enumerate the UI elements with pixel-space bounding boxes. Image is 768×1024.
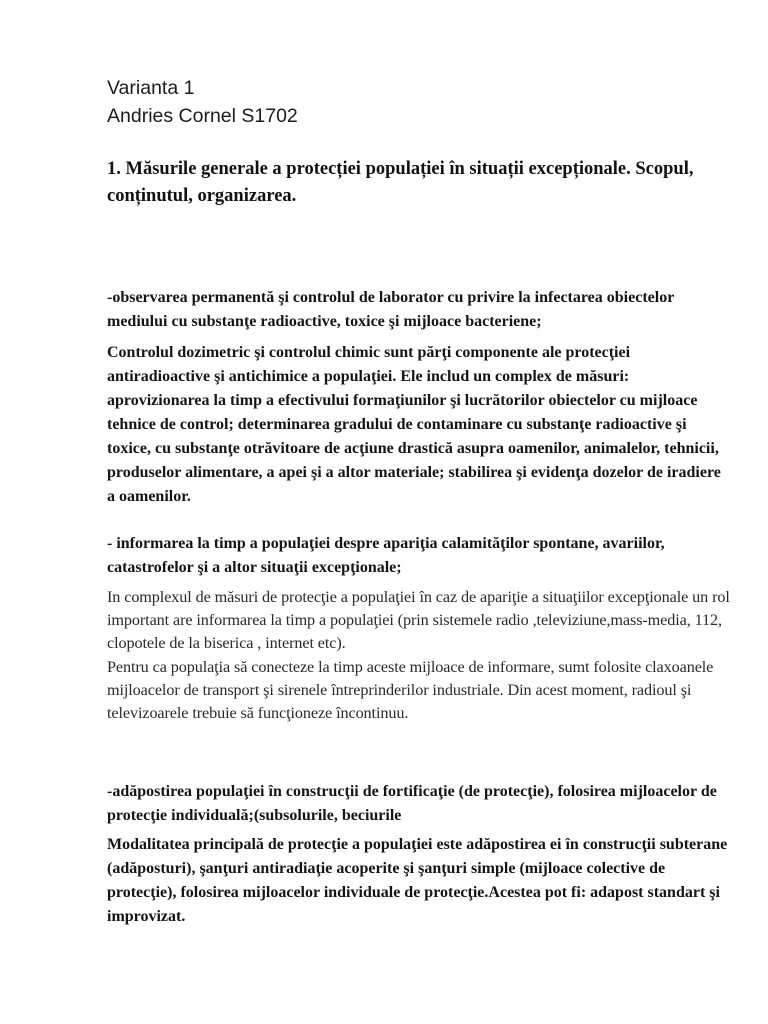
section-3-bullet: -adăpostirea populaţiei în construcţii de fortificaţie (de protecţie), folosirea mijloacelor de protecţie individuală;(subsolurile, beciurile — [107, 783, 717, 824]
section-3-body: Modalitatea principală de protecţie a populaţiei este adăpostirea ei în construcţii subterane (adăposturi), şanţuri antiradiaţie acoperite şi şanţuri simple (mijloace colective de protecţie), folosirea mijloacelor individuale de protecţie.Acestea pot fi: adapost standart şi improvizat. — [107, 836, 728, 925]
section-2-bullet: - informarea la timp a populaţiei despre apariţia calamităţilor spontane, avariilor, catastrofelor şi a altor situaţii excepţionale; — [107, 535, 665, 576]
section-1-bullet: -observarea permanentă şi controlul de laborator cu privire la infectarea obiectelor mediului cu substanţe radioactive, toxice şi mijloace bacteriene; — [107, 289, 675, 330]
page-title: 1. Măsurile generale a protecției populației în situații excepționale. Scopul, conținutul, organizarea. — [107, 159, 694, 206]
section-2-body — [107, 586, 732, 725]
document-header — [107, 74, 298, 130]
section-2-body-paragraph-2: Pentru ca populaţia să conecteze la timp aceste mijloace de informare, sumt folosite claxoanele mijloacelor de transport şi sirenele întreprinderilor industriale. Din acest moment, radioul şi televizoarele trebuie să funcţioneze încontinuu. — [107, 657, 714, 723]
author-label: Andries Cornel S1702 — [107, 105, 298, 127]
section-2-body-paragraph-1: In complexul de măsuri de protecţie a populaţiei în caz de apariţie a situaţiilor excepţionale un rol important are informarea la timp a populaţiei (prin sistemele radio ,televiziune,mass-media, 112, clopotele de la biserica , internet etc). — [107, 588, 730, 653]
variant-label: Varianta 1 — [107, 77, 195, 99]
section-1-body: Controlul dozimetric şi controlul chimic sunt părţi componente ale protecţiei antiradioactive şi antichimice a populaţiei. Ele includ un complex de măsuri: aprovizionarea la timp a efectivului formaţiunilor şi lucrătorilor obiectelor cu mijloace tehnice de control; determinarea gradului de contaminare cu substanţe radioactive şi toxice, cu substanţe otrăvitoare de acţiune drastică asupra oamenilor, animalelor, tehnicii, produselor alimentare, a apei şi a altor materiale; stabilirea şi evidenţa dozelor de iradiere a oamenilor. — [107, 344, 721, 505]
